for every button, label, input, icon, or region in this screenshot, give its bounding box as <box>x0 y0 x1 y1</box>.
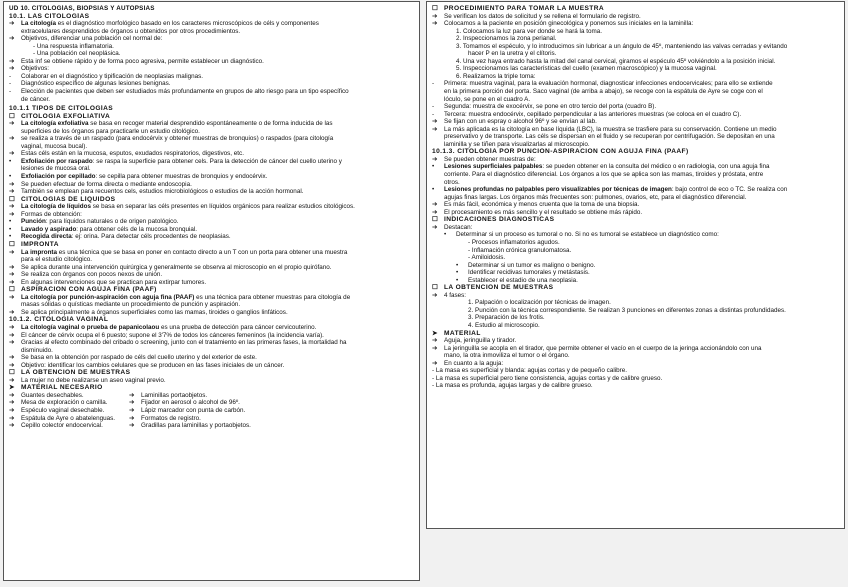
arrow-icon: ➔ <box>432 359 438 367</box>
arrow-icon: ➔ <box>9 422 15 430</box>
material-list <box>9 392 415 430</box>
list-item: ➔ Fijador en aerosol o alcohol de 96º. <box>129 399 240 407</box>
checkbox-square-icon: ☐ <box>9 369 16 377</box>
bullet-icon: • <box>9 173 12 181</box>
list-item: • Recogida directa: ej: orina. Para detectar céls procedentes de neoplasias. <box>9 233 231 241</box>
list-item: - La masa es superficial pero tiene consistencia, agujas cortas y de calibre grueso. <box>432 374 663 382</box>
list-item: 1. Palpación o localización por técnicas de imagen. <box>468 299 611 307</box>
text-line: lóculo, se pone en el cuadro A. <box>444 95 531 103</box>
list-item: • Exfoliación por cepillado: se cepilla para obtener muestras de bronquios y endocérvix. <box>9 173 268 181</box>
list-item: - Una población cel neoplásica. <box>33 50 121 58</box>
arrow-icon: ➔ <box>9 354 15 362</box>
checkbox-square-icon: ☐ <box>9 240 16 248</box>
list-item: ➔ Se fijan con un espray o alcohol 96º y se envían al lab. <box>432 118 597 126</box>
arrow-icon: ➔ <box>432 155 438 163</box>
list-item: - Segunda: muestra de exocérvix, se pone en otro tercio del porta (cuadro B). <box>432 103 657 111</box>
arrow-icon: ➔ <box>129 391 135 399</box>
section-heading: 10.1.2. CITOLOGÍA VAGINAL <box>9 316 109 324</box>
subsection-heading: ☐ INDICACIONES DIAGNÓSTICAS <box>432 216 555 224</box>
list-item: ➔ Lápiz marcador con punta de carbón. <box>129 406 246 414</box>
page-right <box>426 1 845 529</box>
list-item: • Lavado y aspirado: para obtener céls de la mucosa bronquial. <box>9 225 198 233</box>
list-item: ➔ Se aplica principalmente a órganos superficiales como las mamas, tiroides o ganglios linfáticos. <box>9 308 288 316</box>
list-item: • Lesiones profundas no palpables pero visualizables por técnicas de imagen: bajo control de eco o TC. Se realiza con <box>432 186 788 194</box>
arrow-icon: ➔ <box>9 308 15 316</box>
bullet-icon: • <box>456 269 459 277</box>
list-item: ➔ Se verifican los datos de solicitud y se rellena el formulario de registro. <box>432 12 641 20</box>
arrow-icon: ➔ <box>9 65 15 73</box>
bullet-icon: • <box>456 276 459 284</box>
list-item: • Determinar si un tumor es maligno o benigno. <box>456 261 596 269</box>
text-line: disminuido. <box>21 346 53 354</box>
list-item: ➔ El procesamiento es más sencillo y el resultado se obtiene más rápido. <box>432 208 643 216</box>
section-heading: 10.1. LAS CITOLOGÍAS <box>9 12 90 20</box>
list-item: ➔ Formatos de registro. <box>129 414 201 422</box>
list-item: ➔ Mesa de exploración o camilla. <box>9 399 108 407</box>
checkbox-square-icon: ☐ <box>432 216 439 224</box>
arrow-icon: ➔ <box>432 118 438 126</box>
list-item: ➔ Se basa en la obtención por raspado de céls del cuello uterino y del exterior de este. <box>9 354 257 362</box>
arrow-icon: ➔ <box>9 376 15 384</box>
material-col-1 <box>9 392 129 430</box>
bullet-icon: • <box>9 157 12 165</box>
list-item: ➔ se realiza a través de un raspado (para endocérvix y obtener muestras de bronquios) o raspados (para citología <box>9 135 334 143</box>
bullet-icon: • <box>9 218 12 226</box>
list-item: ➔ La citología de líquidos se basa en separar las céls presentes en líquidos orgánicos para realizar estudios citológicos. <box>9 203 355 211</box>
list-item: ➔ La impronta es una técnica que se basa en poner en contacto directo a un T con un porta para obtener una muestra <box>9 248 348 256</box>
text-line: masas sólidas o quísticas mediante un procedimiento de punción y aspiración. <box>21 301 241 309</box>
arrow-icon: ➔ <box>9 414 15 422</box>
arrow-icon: ➔ <box>9 278 15 286</box>
text-line: preservativo y de transporte. Las céls se dispersan en el fluido y se recuperan por centrifugación. Se depositan en una <box>444 133 775 141</box>
list-item: ➔ Colocamos a la paciente en posición ginecológica y ponemos sus iniciales en la laminilla: <box>432 20 694 28</box>
checkbox-square-icon: ☐ <box>9 112 16 120</box>
subsection-heading: ☐ CITOLOGÍAS DE LÍQUIDOS <box>9 195 116 203</box>
bullet-icon: • <box>444 231 447 239</box>
checkbox-square-icon: ☐ <box>9 195 16 203</box>
bullet-icon: • <box>432 163 435 171</box>
list-item: ➔ Espátula de Ayre o abatelenguas. <box>9 414 116 422</box>
list-item: ➔ En cuanto a la aguja: <box>432 359 504 367</box>
subsection-heading: ➤ MATERIAL NECESARIO <box>9 384 103 392</box>
list-item: ➔ La más aplicada es la citología en base líquida (LBC), la muestra se trasfiere para su conservación. Contiene un medio <box>432 125 777 133</box>
list-item: ➔ Es más fácil, económica y menos cruenta que la toma de una biopsia. <box>432 201 640 209</box>
text-line: extracelulares desprendidos de órganos u obtenidos por otros procedimientos. <box>21 27 241 35</box>
subsection-heading: ☐ LA OBTENCIÓN DE MUESTRAS <box>9 369 131 377</box>
list-item: - La masa es superficial y blanda: agujas cortas y de pequeño calibre. <box>432 367 627 375</box>
section-heading: 10.1.1 TIPOS DE CITOLOGÍAS <box>9 105 114 113</box>
list-item: ➔ Laminillas portaobjetos. <box>129 391 208 399</box>
list-item: ➔ La citología es el diagnóstico morfológico basado en los caracteres microscópicos de céls y componentes <box>9 20 319 28</box>
list-item: - La masa es profunda, agujas largas y de calibre grueso. <box>432 382 593 390</box>
text-line: de cáncer. <box>21 95 51 103</box>
list-item: ➔ La citología exfoliativa se basa en recoger material desprendido espontáneamente o de forma inducida de las <box>9 120 333 128</box>
subsection-heading: ☐ IMPRONTA <box>9 240 59 248</box>
arrow-icon: ➔ <box>9 263 15 271</box>
list-item: ➔ La mujer no debe realizarse un aseo vaginal previo. <box>9 376 166 384</box>
arrow-icon: ➔ <box>9 271 15 279</box>
arrow-icon: ➔ <box>129 422 135 430</box>
list-item: ➔ Destacan: <box>432 223 473 231</box>
text-line: otros. <box>444 178 460 186</box>
bullet-icon: • <box>9 233 12 241</box>
arrow-icon: ➔ <box>432 201 438 209</box>
subsection-heading: ☐ CITOLOGÍA EXFOLIATIVA <box>9 112 111 120</box>
arrow-icon: ➔ <box>129 399 135 407</box>
text-line: para el estudio citológico. <box>21 256 93 264</box>
arrow-icon: ➔ <box>129 406 135 414</box>
list-item: • Determinar si un proceso es tumoral o no. Si no es tumoral se establece un diagnóstico como: <box>444 231 719 239</box>
arrow-icon: ➔ <box>9 391 15 399</box>
list-item: ➔ 4 fases: <box>432 291 467 299</box>
arrow-icon: ➔ <box>9 57 15 65</box>
list-item: ➔ Formas de obtención: <box>9 210 82 218</box>
list-item: ➔ Objetivo: identificar los cambios celulares que se producen en las fases iniciales de un cáncer. <box>9 361 285 369</box>
list-item: 4. Estudio al microscopio. <box>468 321 540 329</box>
arrow-icon: ➔ <box>432 223 438 231</box>
arrow-icon: ➔ <box>129 414 135 422</box>
arrow-icon: ➔ <box>9 293 15 301</box>
list-item: ➔ Estas céls están en la mucosa, esputos, exudados respiratorios, digestivos, etc. <box>9 150 244 158</box>
list-item: ➔ Gradillas para laminillas y portaobjetos. <box>129 422 251 430</box>
list-item: 1. Colocamos la luz para ver donde se hará la toma. <box>456 27 602 35</box>
text-line: en la primera porción del porta. Saco vaginal (de arriba a abajo), se recoge con la espátula de Ayre se coge con el <box>444 88 763 96</box>
list-item: - Colaborar en el diagnóstico y tipificación de neoplasias malignas. <box>9 72 204 80</box>
checkbox-square-icon: ☐ <box>9 286 16 294</box>
chevron-right-icon: ➤ <box>9 384 15 392</box>
arrow-icon: ➔ <box>9 20 15 28</box>
checkbox-square-icon: ☐ <box>432 284 439 292</box>
list-item: • Lesiones superficiales palpables: se pueden obtener en la consulta del médico o en radiología, con una aguja fina <box>432 163 770 171</box>
text-line: mano, la otra inmoviliza el tumor o el órgano. <box>444 352 570 360</box>
text-line: superficies de los órganos para practicarle un estudio citológico. <box>21 127 200 135</box>
list-item: • Exfoliación por raspado: se raspa la superficie para obtener cels. Para la detección de cáncer del cuello uterino y <box>9 157 342 165</box>
subsection-heading: ☐ ASPIRACIÓN CON AGUJA FINA (PAAF) <box>9 286 157 294</box>
list-item: • Establecer el estadio de una neoplasia. <box>456 276 578 284</box>
list-item: ➔ También se emplean para recuentos cels, estudios microbiológicos o estudios de la acción hormonal. <box>9 188 304 196</box>
arrow-icon: ➔ <box>432 291 438 299</box>
list-item: ➔ Gracias al efecto combinado del cribado o screening, junto con el tratamiento en las primeras fases, la mortalidad ha <box>9 339 347 347</box>
text-line: hacer P en la uretra y el clítoris. <box>468 50 557 58</box>
list-item: 2. Inspeccionamos la zona perianal. <box>456 35 557 43</box>
list-item: ➔ Objetivos: <box>9 65 49 73</box>
arrow-icon: ➔ <box>432 344 438 352</box>
section-heading: 10.1.3. CITOLOGÍA POR PUNCIÓN-ASPIRACIÓN CON AGUJA FINA (PAAF) <box>432 148 689 156</box>
arrow-icon: ➔ <box>9 150 15 158</box>
page-left <box>3 1 420 581</box>
text-line: vaginal, mucosa bucal). <box>21 142 88 150</box>
list-item: - Diagnóstico específico de algunas lesiones benignas. <box>9 80 171 88</box>
list-item: - Amiloidosis. <box>468 254 506 262</box>
arrow-icon: ➔ <box>9 203 15 211</box>
arrow-icon: ➔ <box>432 20 438 28</box>
list-item: ➔ En algunas intervenciones que se practican para extirpar tumores. <box>9 278 207 286</box>
list-item: 4. Una vez haya entrado hasta la mitad del canal cervical, giramos el espéculo 45º volviéndolo a la posición inicial. <box>456 57 776 65</box>
text-line: corriente. Para el diagnóstico diferencial. Los órganos a los que se aplica son las mamas, tiroides y próstata, entre <box>444 171 764 179</box>
list-item: ➔ Objetivos, diferenciar una población cel normal de: <box>9 35 163 43</box>
arrow-icon: ➔ <box>432 12 438 20</box>
list-item: 2. Punción con la técnica correspondiente. Se realizan 3 punciones en diferentes zonas a distintas profundidades. <box>468 306 786 314</box>
list-item: ➔ Esta inf se obtiene rápido y de forma poco agresiva, permite establecer un diagnóstico. <box>9 57 264 65</box>
list-item: ➔ El cáncer de cérvix ocupa el 6 puesto; supone el 3'7% de todos los cánceres femeninos (la incidencia varía). <box>9 331 324 339</box>
list-item: - Elección de pacientes que deben ser estudiados más profundamente en grupos de alto riesgo para un tipo específico <box>9 88 349 96</box>
list-item: ➔ Se pueden efectuar de forma directa o mediante endoscopia. <box>9 180 192 188</box>
arrow-icon: ➔ <box>432 208 438 216</box>
list-item: ➔ La citología por punción-aspiración con aguja fina (PAAF) es una técnica para obtener muestras para citología de <box>9 293 351 301</box>
checkbox-square-icon: ☐ <box>432 5 439 12</box>
bullet-icon: • <box>432 186 435 194</box>
list-item: 3. Preparación de los frotis. <box>468 314 545 322</box>
material-col-2 <box>129 392 415 430</box>
chevron-right-icon: ➤ <box>432 329 438 337</box>
list-item: ➔ Cepillo colector endocervical. <box>9 422 103 430</box>
bullet-icon: • <box>456 261 459 269</box>
arrow-icon: ➔ <box>9 180 15 188</box>
arrow-icon: ➔ <box>432 125 438 133</box>
list-item: - Procesos inflamatorios agudos. <box>468 238 560 246</box>
list-item: ➔ Guantes desechables. <box>9 391 84 399</box>
arrow-icon: ➔ <box>9 406 15 414</box>
arrow-icon: ➔ <box>9 120 15 128</box>
list-item: ➔ Se realiza con órganos con pocos nexos de unión. <box>9 271 163 279</box>
arrow-icon: ➔ <box>9 331 15 339</box>
arrow-icon: ➔ <box>9 399 15 407</box>
subsection-heading: ➤ MATERIAL <box>432 329 481 337</box>
arrow-icon: ➔ <box>432 337 438 345</box>
arrow-icon: ➔ <box>9 210 15 218</box>
arrow-icon: ➔ <box>9 339 15 347</box>
list-item: - Una respuesta inflamatoria. <box>33 42 114 50</box>
list-item: • Punción: para líquidos naturales o de origen patológico. <box>9 218 179 226</box>
arrow-icon: ➔ <box>9 188 15 196</box>
list-item: - Inflamación crónica granulomatosa. <box>468 246 572 254</box>
list-item: - Tercera: muestra endocérvix, cepillado perpendicular a las anteriores muestras (se coloca en el cuadro C). <box>432 110 742 118</box>
list-item: - Primera: muestra vaginal, para la evaluación hormonal, diagnosticar infecciones endocervicales; para ello se extiende <box>432 80 773 88</box>
list-item: ➔ Aguja, jeringuilla y tirador. <box>432 337 517 345</box>
text-line: laminilla y se tiñen para visualizarlas al microscopio. <box>444 140 590 148</box>
arrow-icon: ➔ <box>9 248 15 256</box>
arrow-icon: ➔ <box>9 35 15 43</box>
subsection-heading: ☐ PROCEDIMIENTO PARA TOMAR LA MUESTRA <box>432 5 605 12</box>
list-item: 5. Inspeccionamos las características del cuello (examen macroscópico) y la mucosa vaginal. <box>456 65 717 73</box>
bullet-icon: • <box>9 225 12 233</box>
list-item: • Identificar recidivas tumorales y metástasis. <box>456 269 590 277</box>
text-line: agujas finas largas. Los órganos más frecuentes son: pulmones, ovarios, etc, para el diagnóstico diferencial. <box>444 193 747 201</box>
doc-title: UD 10. CITOLOGÍAS, BIOPSIAS Y AUTOPSIAS <box>9 5 155 12</box>
arrow-icon: ➔ <box>9 135 15 143</box>
arrow-icon: ➔ <box>9 361 15 369</box>
subsection-heading: ☐ LA OBTENCIÓN DE MUESTRAS <box>432 284 554 292</box>
list-item: ➔ La jeringuilla se acopla en el tirador, que permite obtener el vacío en el cuerpo de la jeringa accionándolo con una <box>432 344 762 352</box>
list-item: ➔ La citología vaginal o prueba de papanicolaou es una prueba de detección para cáncer cervicouterino. <box>9 323 317 331</box>
list-item: ➔ Se pueden obtener muestras de: <box>432 155 536 163</box>
arrow-icon: ➔ <box>9 323 15 331</box>
list-item: ➔ Se aplica durante una intervención quirúrgica y generalmente se observa al microscopio en el propio quirófano. <box>9 263 332 271</box>
list-item: 6. Realizamos la triple toma: <box>456 72 536 80</box>
list-item: 3. Tomamos el espéculo, y lo introducimos sin lubricar a un ángulo de 45º, manteniendo las valvas cerradas y evitando <box>456 42 788 50</box>
list-item: ➔ Espéculo vaginal desechable. <box>9 406 105 414</box>
text-line: lesiones de mucosa oral. <box>21 165 91 173</box>
